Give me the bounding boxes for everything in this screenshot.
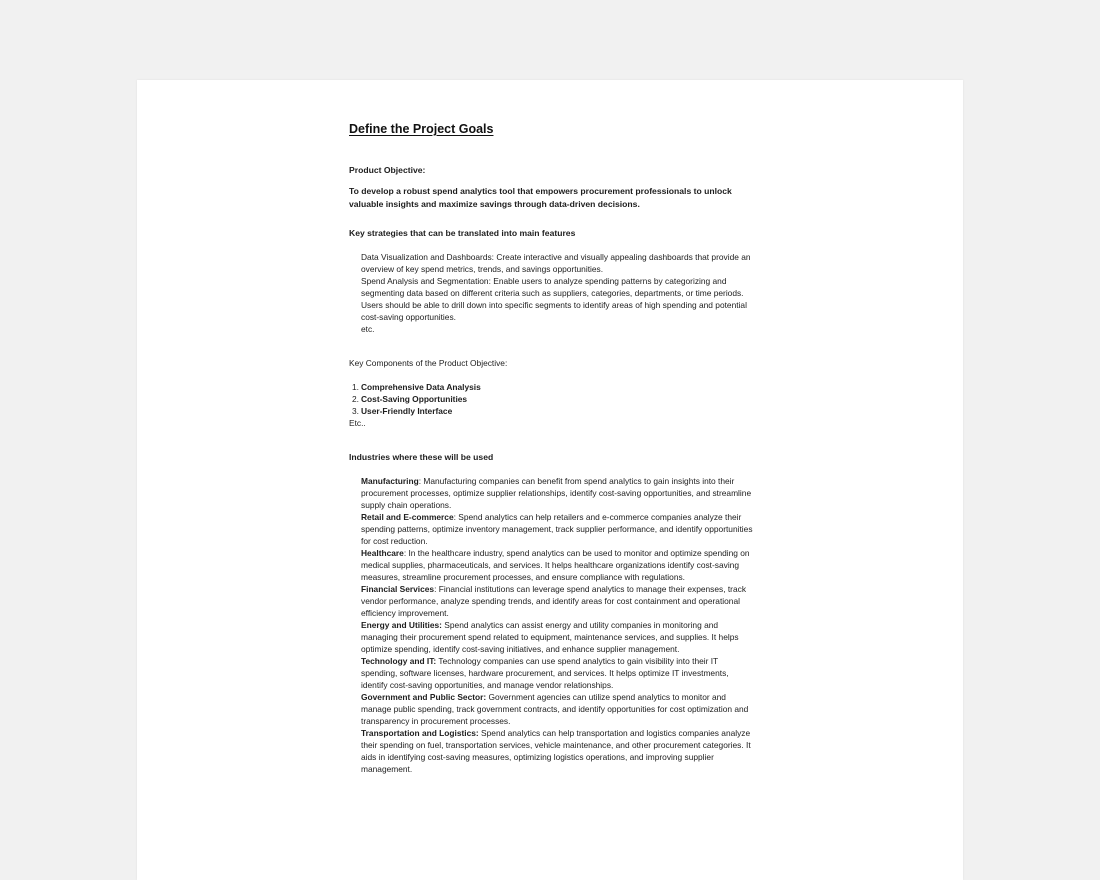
industry-name: Government and Public Sector:	[361, 692, 487, 703]
industries-heading: Industries where these will be used	[349, 452, 494, 463]
industry-name: Retail and E-commerce	[361, 512, 454, 523]
industry-item	[349, 511, 754, 547]
component-item: 3. User-Friendly Interface	[352, 406, 453, 417]
objective-text: To develop a robust spend analytics tool that empowers procurement professionals to unlock valuable insights and maximize savings through data-driven decisions.	[349, 186, 732, 209]
industry-desc: : In the healthcare industry, spend analytics can be used to monitor and optimize spending on medical supplies, pharmaceuticals, and services. It helps healthcare organizations identify cost-saving measures, streamline procurement processes, and ensure compliance with regulations.	[361, 548, 750, 583]
document-page	[137, 80, 963, 880]
industry-desc: Spend analytics can help transportation and logistics companies analyze their spending on fuel, transportation services, vehicle maintenance, and other procurement categories. It aids in identifying cost-saving measures, optimizing logistics operations, and improving supplier management.	[361, 728, 751, 775]
industry-desc: : Manufacturing companies can benefit from spend analytics to gain insights into their procurement processes, optimize supplier relationships, identify cost-saving opportunities, and streamline supply chain operations.	[361, 476, 752, 511]
industry-desc: : Financial institutions can leverage spend analytics to manage their expenses, track vendor performance, analyze spending trends, and identify areas for cost containment and operational efficiency improvement.	[361, 584, 747, 619]
component-item: 1. Comprehensive Data Analysis	[352, 382, 481, 393]
objective-label: Product Objective:	[349, 165, 426, 175]
components-etc: Etc..	[349, 418, 366, 429]
industry-item	[349, 475, 754, 511]
industry-item	[349, 583, 754, 619]
industry-name: Technology and IT:	[361, 656, 437, 667]
industry-desc: : Spend analytics can help retailers and e-commerce companies analyze their spending patterns, optimize inventory management, track supplier performance, and identify opportunities for cost reduction.	[361, 512, 753, 547]
industry-desc: Spend analytics can assist energy and utility companies in monitoring and managing their procurement spend related to equipment, maintenance services, and supplies. It helps optimize spending, identify cost-saving initiatives, and enhance supplier management.	[361, 620, 739, 655]
strategy-item: etc.	[361, 324, 375, 335]
industry-name: Financial Services	[361, 584, 435, 595]
industry-name: Manufacturing	[361, 476, 419, 487]
industry-desc: Technology companies can use spend analytics to gain visibility into their IT spending, software licenses, hardware procurement, and services. It helps optimize IT investments, identify cost-saving opportunities, and manage vendor relationships.	[361, 656, 729, 691]
industry-name: Energy and Utilities:	[361, 620, 442, 631]
industry-item	[349, 727, 754, 775]
strategies-list	[349, 251, 754, 335]
components-list	[349, 381, 754, 417]
industry-item	[349, 691, 754, 727]
industry-item	[349, 619, 754, 655]
page-title: Define the Project Goals	[349, 122, 494, 136]
industry-item	[349, 547, 754, 583]
strategy-item: Spend Analysis and Segmentation: Enable users to analyze spending patterns by categorizing and segmenting data based on different criteria such as suppliers, categories, departments, or time periods. Users should be able to drill down into specific segments to identify areas of high spending and potential cost-saving opportunities.	[361, 276, 747, 323]
component-label: Cost-Saving Opportunities	[361, 394, 468, 405]
industry-name: Healthcare	[361, 548, 404, 559]
industry-item	[349, 655, 754, 691]
component-label: Comprehensive Data Analysis	[361, 382, 481, 393]
component-item: 2. Cost-Saving Opportunities	[352, 394, 468, 405]
document-content	[349, 121, 754, 775]
component-label: User-Friendly Interface	[361, 406, 453, 417]
industry-desc: Government agencies can utilize spend analytics to monitor and manage public spending, track government contracts, and identify opportunities for cost optimization and transparency in procurement processes.	[361, 692, 749, 727]
strategy-item: Data Visualization and Dashboards: Create interactive and visually appealing dashboards that provide an overview of key spend metrics, trends, and savings opportunities.	[361, 252, 751, 275]
industries-list	[349, 475, 754, 775]
components-heading: Key Components of the Product Objective:	[349, 358, 508, 369]
industry-name: Transportation and Logistics:	[361, 728, 479, 739]
strategies-heading: Key strategies that can be translated into main features	[349, 228, 576, 239]
